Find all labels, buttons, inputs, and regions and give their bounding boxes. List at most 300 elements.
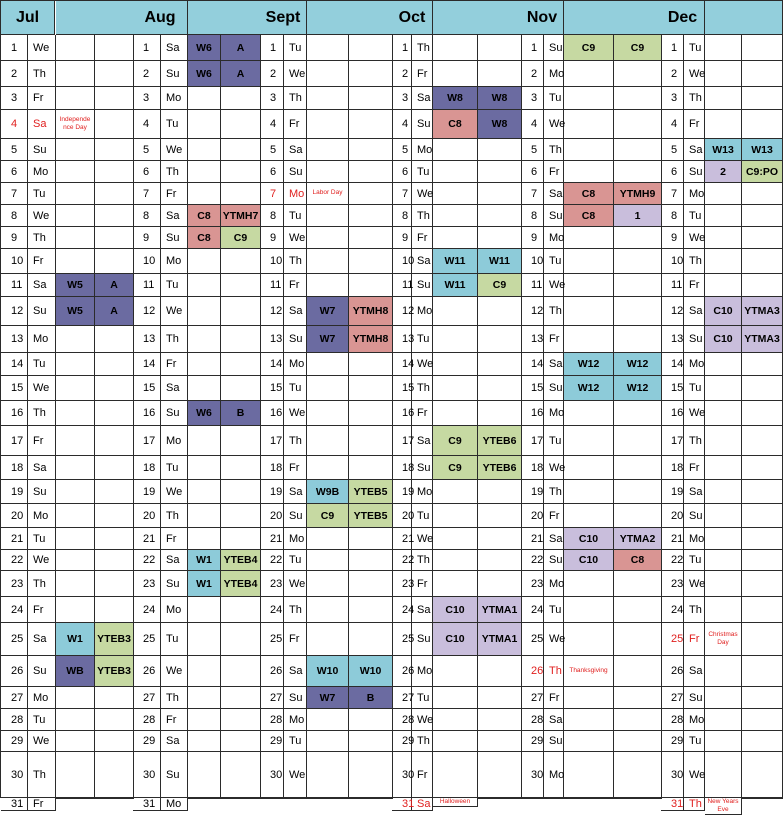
- day-number: 13: [661, 326, 684, 353]
- day-number: 27: [133, 687, 161, 709]
- day-of-week: Su: [284, 161, 307, 183]
- day-number: 10: [521, 249, 544, 274]
- empty-cell: [433, 61, 478, 87]
- event-label: W11: [433, 249, 478, 274]
- day-number: 15: [260, 376, 284, 401]
- empty-cell: [705, 752, 742, 798]
- day-number: 28: [661, 709, 684, 731]
- day-number: 27: [521, 687, 544, 709]
- day-of-week: Sa: [684, 297, 705, 326]
- day-number: 9: [1, 227, 28, 249]
- event-label: W6: [188, 401, 221, 426]
- empty-cell: [349, 61, 393, 87]
- day-of-week: Su: [161, 227, 188, 249]
- empty-cell: [56, 87, 95, 110]
- empty-cell: [188, 110, 221, 139]
- day-of-week: Sa: [161, 550, 188, 571]
- day-number: 31: [392, 798, 412, 811]
- day-of-week: We: [161, 656, 188, 687]
- day-of-week: Sa: [28, 274, 56, 297]
- day-of-week: We: [284, 752, 307, 798]
- empty-cell: [742, 571, 783, 597]
- day-of-week: Su: [412, 456, 433, 480]
- day-of-week: We: [684, 752, 705, 798]
- empty-cell: [742, 480, 783, 504]
- empty-cell: [56, 550, 95, 571]
- day-number: 2: [392, 61, 412, 87]
- empty-cell: [56, 709, 95, 731]
- day-of-week: Mo: [544, 752, 564, 798]
- empty-cell: [614, 401, 662, 426]
- event-label: C8: [433, 110, 478, 139]
- day-number: 24: [1, 597, 28, 623]
- empty-cell: [614, 249, 662, 274]
- empty-cell: [349, 709, 393, 731]
- day-number: 26: [392, 656, 412, 687]
- empty-cell: [95, 550, 134, 571]
- day-number: 19: [521, 480, 544, 504]
- day-number: 9: [260, 227, 284, 249]
- empty-cell: [307, 731, 349, 752]
- day-of-week: Fr: [412, 61, 433, 87]
- empty-cell: [221, 376, 261, 401]
- event-label: YTMH9: [614, 183, 662, 205]
- day-number: 12: [260, 297, 284, 326]
- empty-cell: [188, 752, 221, 798]
- day-number: 23: [392, 571, 412, 597]
- empty-cell: [95, 798, 134, 799]
- month-header: Jul: [1, 1, 55, 35]
- day-number: 8: [392, 205, 412, 227]
- day-number: 17: [1, 426, 28, 456]
- day-of-week: Fr: [28, 597, 56, 623]
- empty-cell: [349, 205, 393, 227]
- empty-cell: [307, 456, 349, 480]
- empty-cell: [188, 798, 221, 799]
- day-number: 20: [133, 504, 161, 528]
- empty-cell: [478, 550, 522, 571]
- event-label: YTMA1: [478, 623, 522, 656]
- day-of-week: We: [412, 183, 433, 205]
- day-number: [260, 798, 284, 799]
- day-of-week: We: [28, 731, 56, 752]
- day-number: 30: [521, 752, 544, 798]
- day-number: 25: [521, 623, 544, 656]
- empty-cell: [742, 401, 783, 426]
- day-number: 21: [260, 528, 284, 550]
- month-header-spacer: [705, 1, 783, 35]
- empty-cell: [307, 61, 349, 87]
- empty-cell: [705, 504, 742, 528]
- day-of-week: Su: [544, 205, 564, 227]
- empty-cell: [349, 731, 393, 752]
- day-of-week: Mo: [161, 597, 188, 623]
- day-number: 26: [661, 656, 684, 687]
- empty-cell: [614, 504, 662, 528]
- day-of-week: Tu: [161, 110, 188, 139]
- day-number: 17: [392, 426, 412, 456]
- empty-cell: [307, 571, 349, 597]
- empty-cell: [433, 401, 478, 426]
- empty-cell: [705, 709, 742, 731]
- day-number: 20: [1, 504, 28, 528]
- day-number: 11: [392, 274, 412, 297]
- day-of-week: We: [28, 376, 56, 401]
- day-of-week: Th: [544, 297, 564, 326]
- day-of-week: Tu: [684, 731, 705, 752]
- empty-cell: [433, 731, 478, 752]
- empty-cell: [478, 752, 522, 798]
- day-of-week: Mo: [161, 426, 188, 456]
- day-number: 17: [133, 426, 161, 456]
- empty-cell: [742, 205, 783, 227]
- empty-cell: [742, 61, 783, 87]
- empty-cell: [56, 426, 95, 456]
- empty-cell: [742, 274, 783, 297]
- day-of-week: Th: [544, 656, 564, 687]
- day-of-week: Su: [28, 480, 56, 504]
- empty-cell: [95, 205, 134, 227]
- empty-cell: [564, 571, 614, 597]
- event-label: YTMH7: [221, 205, 261, 227]
- empty-cell: [349, 571, 393, 597]
- empty-cell: [56, 139, 95, 161]
- day-of-week: Tu: [161, 274, 188, 297]
- empty-cell: [478, 571, 522, 597]
- day-number: 29: [521, 731, 544, 752]
- day-of-week: Su: [161, 401, 188, 426]
- event-label: C9: [433, 426, 478, 456]
- day-of-week: Fr: [284, 274, 307, 297]
- empty-cell: [95, 35, 134, 61]
- day-number: 16: [661, 401, 684, 426]
- empty-cell: [188, 87, 221, 110]
- day-of-week: Su: [684, 326, 705, 353]
- day-of-week: Mo: [544, 401, 564, 426]
- day-number: 13: [133, 326, 161, 353]
- event-label: YTEB5: [349, 504, 393, 528]
- day-of-week: Su: [544, 550, 564, 571]
- empty-cell: [705, 401, 742, 426]
- day-of-week: Mo: [412, 480, 433, 504]
- empty-cell: [221, 623, 261, 656]
- empty-cell: [221, 139, 261, 161]
- empty-cell: [307, 161, 349, 183]
- event-label: W5: [56, 274, 95, 297]
- empty-cell: [478, 61, 522, 87]
- day-number: 24: [133, 597, 161, 623]
- empty-cell: [742, 227, 783, 249]
- empty-cell: [307, 528, 349, 550]
- day-of-week: We: [684, 227, 705, 249]
- day-number: 9: [661, 227, 684, 249]
- event-label: B: [349, 687, 393, 709]
- day-of-week: We: [684, 401, 705, 426]
- empty-cell: [564, 709, 614, 731]
- empty-cell: [478, 798, 522, 799]
- empty-cell: [349, 274, 393, 297]
- empty-cell: [478, 326, 522, 353]
- empty-cell: [742, 752, 783, 798]
- month-header-spacer: [188, 1, 261, 35]
- empty-cell: [478, 35, 522, 61]
- empty-cell: [564, 87, 614, 110]
- day-number: 18: [661, 456, 684, 480]
- day-of-week: Mo: [544, 571, 564, 597]
- empty-cell: [307, 550, 349, 571]
- empty-cell: [188, 456, 221, 480]
- day-number: 22: [260, 550, 284, 571]
- day-number: 15: [661, 376, 684, 401]
- day-of-week: Sa: [161, 376, 188, 401]
- day-number: 8: [661, 205, 684, 227]
- empty-cell: [221, 752, 261, 798]
- day-number: 30: [260, 752, 284, 798]
- day-of-week: Fr: [161, 353, 188, 376]
- empty-cell: [433, 528, 478, 550]
- holiday-note: Thanksgiving: [564, 656, 614, 687]
- holiday-note: New Years Eve: [705, 798, 742, 815]
- day-of-week: Fr: [544, 504, 564, 528]
- event-label: YTEB4: [221, 550, 261, 571]
- day-number: 23: [661, 571, 684, 597]
- day-number: 6: [133, 161, 161, 183]
- day-of-week: Sa: [161, 205, 188, 227]
- day-of-week: Tu: [28, 353, 56, 376]
- day-number: 11: [521, 274, 544, 297]
- empty-cell: [221, 249, 261, 274]
- empty-cell: [221, 87, 261, 110]
- event-label: W8: [478, 110, 522, 139]
- day-of-week: Mo: [412, 297, 433, 326]
- empty-cell: [742, 656, 783, 687]
- day-number: 4: [1, 110, 28, 139]
- empty-cell: [307, 205, 349, 227]
- day-number: 28: [392, 709, 412, 731]
- day-number: 15: [1, 376, 28, 401]
- day-of-week: Th: [161, 161, 188, 183]
- empty-cell: [188, 426, 221, 456]
- empty-cell: [56, 401, 95, 426]
- empty-cell: [56, 376, 95, 401]
- day-of-week: Fr: [684, 110, 705, 139]
- day-number: 26: [1, 656, 28, 687]
- empty-cell: [478, 205, 522, 227]
- day-number: 16: [392, 401, 412, 426]
- day-of-week: Tu: [284, 550, 307, 571]
- day-number: 1: [521, 35, 544, 61]
- empty-cell: [349, 623, 393, 656]
- day-number: 2: [1, 61, 28, 87]
- day-number: 13: [1, 326, 28, 353]
- day-number: 9: [521, 227, 544, 249]
- day-of-week: Mo: [544, 61, 564, 87]
- event-label: C10: [433, 623, 478, 656]
- day-number: 4: [661, 110, 684, 139]
- day-number: 24: [392, 597, 412, 623]
- day-number: 19: [392, 480, 412, 504]
- day-number: 31: [1, 798, 28, 811]
- day-of-week: Su: [544, 731, 564, 752]
- month-header-spacer: [433, 1, 522, 35]
- day-number: 17: [521, 426, 544, 456]
- event-label: YTEB3: [95, 656, 134, 687]
- empty-cell: [742, 687, 783, 709]
- day-number: 14: [1, 353, 28, 376]
- day-of-week: Mo: [684, 709, 705, 731]
- day-of-week: Sa: [284, 656, 307, 687]
- day-number: 9: [392, 227, 412, 249]
- empty-cell: [349, 752, 393, 798]
- day-of-week: Mo: [412, 656, 433, 687]
- day-number: 10: [1, 249, 28, 274]
- event-label: W1: [188, 571, 221, 597]
- day-of-week: Tu: [544, 87, 564, 110]
- empty-cell: [614, 623, 662, 656]
- day-of-week: Fr: [28, 426, 56, 456]
- empty-cell: [307, 597, 349, 623]
- day-of-week: Su: [412, 623, 433, 656]
- day-number: 22: [521, 550, 544, 571]
- empty-cell: [56, 456, 95, 480]
- day-of-week: Tu: [161, 623, 188, 656]
- day-of-week: Tu: [684, 376, 705, 401]
- day-of-week: Sa: [28, 623, 56, 656]
- day-of-week: Th: [412, 376, 433, 401]
- empty-cell: [56, 353, 95, 376]
- day-of-week: Fr: [28, 798, 56, 811]
- day-number: 24: [260, 597, 284, 623]
- event-label: 1: [614, 205, 662, 227]
- holiday-note: Independe nce Day: [56, 110, 95, 139]
- empty-cell: [95, 456, 134, 480]
- empty-cell: [614, 687, 662, 709]
- empty-cell: [564, 227, 614, 249]
- empty-cell: [614, 480, 662, 504]
- day-of-week: We: [28, 550, 56, 571]
- day-of-week: Sa: [412, 87, 433, 110]
- day-number: 19: [1, 480, 28, 504]
- empty-cell: [478, 731, 522, 752]
- empty-cell: [349, 528, 393, 550]
- day-of-week: Tu: [412, 326, 433, 353]
- empty-cell: [564, 110, 614, 139]
- empty-cell: [705, 731, 742, 752]
- empty-cell: [349, 376, 393, 401]
- day-number: 11: [661, 274, 684, 297]
- empty-cell: [705, 571, 742, 597]
- day-number: 2: [661, 61, 684, 87]
- day-of-week: We: [284, 401, 307, 426]
- day-number: 3: [661, 87, 684, 110]
- empty-cell: [188, 504, 221, 528]
- empty-cell: [95, 709, 134, 731]
- event-label: YTMH8: [349, 326, 393, 353]
- empty-cell: [56, 480, 95, 504]
- empty-cell: [56, 35, 95, 61]
- empty-cell: [95, 752, 134, 798]
- empty-cell: [433, 205, 478, 227]
- empty-cell: [742, 623, 783, 656]
- day-of-week: Fr: [684, 456, 705, 480]
- day-number: 14: [661, 353, 684, 376]
- month-header: Dec: [661, 1, 705, 35]
- empty-cell: [433, 480, 478, 504]
- day-of-week: Th: [284, 87, 307, 110]
- day-number: 1: [392, 35, 412, 61]
- empty-cell: [705, 249, 742, 274]
- empty-cell: [614, 571, 662, 597]
- event-label: W11: [433, 274, 478, 297]
- day-number: 27: [1, 687, 28, 709]
- empty-cell: [95, 528, 134, 550]
- day-of-week: Fr: [412, 227, 433, 249]
- empty-cell: [433, 752, 478, 798]
- day-number: 23: [521, 571, 544, 597]
- day-of-week: Th: [161, 326, 188, 353]
- empty-cell: [56, 249, 95, 274]
- event-label: W1: [56, 623, 95, 656]
- day-of-week: [544, 798, 564, 799]
- day-of-week: Tu: [284, 731, 307, 752]
- day-of-week: Sa: [284, 480, 307, 504]
- empty-cell: [95, 401, 134, 426]
- day-of-week: Tu: [28, 183, 56, 205]
- empty-cell: [614, 87, 662, 110]
- empty-cell: [742, 110, 783, 139]
- empty-cell: [56, 504, 95, 528]
- event-label: W5: [56, 297, 95, 326]
- day-number: 6: [1, 161, 28, 183]
- month-header: Nov: [521, 1, 564, 35]
- empty-cell: [705, 597, 742, 623]
- empty-cell: [564, 249, 614, 274]
- event-label: W12: [614, 353, 662, 376]
- day-number: 22: [1, 550, 28, 571]
- day-number: 4: [392, 110, 412, 139]
- empty-cell: [564, 161, 614, 183]
- day-number: 5: [521, 139, 544, 161]
- day-of-week: Fr: [412, 401, 433, 426]
- day-of-week: Su: [684, 504, 705, 528]
- event-label: C10: [433, 597, 478, 623]
- day-of-week: We: [544, 110, 564, 139]
- empty-cell: [614, 426, 662, 456]
- event-label: C10: [705, 326, 742, 353]
- day-number: 17: [260, 426, 284, 456]
- event-label: W7: [307, 297, 349, 326]
- empty-cell: [742, 550, 783, 571]
- empty-cell: [188, 597, 221, 623]
- empty-cell: [564, 326, 614, 353]
- day-number: 20: [392, 504, 412, 528]
- empty-cell: [95, 183, 134, 205]
- day-number: 12: [133, 297, 161, 326]
- empty-cell: [478, 139, 522, 161]
- day-number: 10: [661, 249, 684, 274]
- empty-cell: [307, 87, 349, 110]
- day-of-week: Mo: [28, 687, 56, 709]
- empty-cell: [433, 504, 478, 528]
- day-of-week: Fr: [684, 274, 705, 297]
- empty-cell: [95, 249, 134, 274]
- event-label: C8: [564, 183, 614, 205]
- day-of-week: Mo: [28, 326, 56, 353]
- day-number: 6: [392, 161, 412, 183]
- day-number: 22: [133, 550, 161, 571]
- day-of-week: We: [28, 35, 56, 61]
- day-of-week: Mo: [28, 504, 56, 528]
